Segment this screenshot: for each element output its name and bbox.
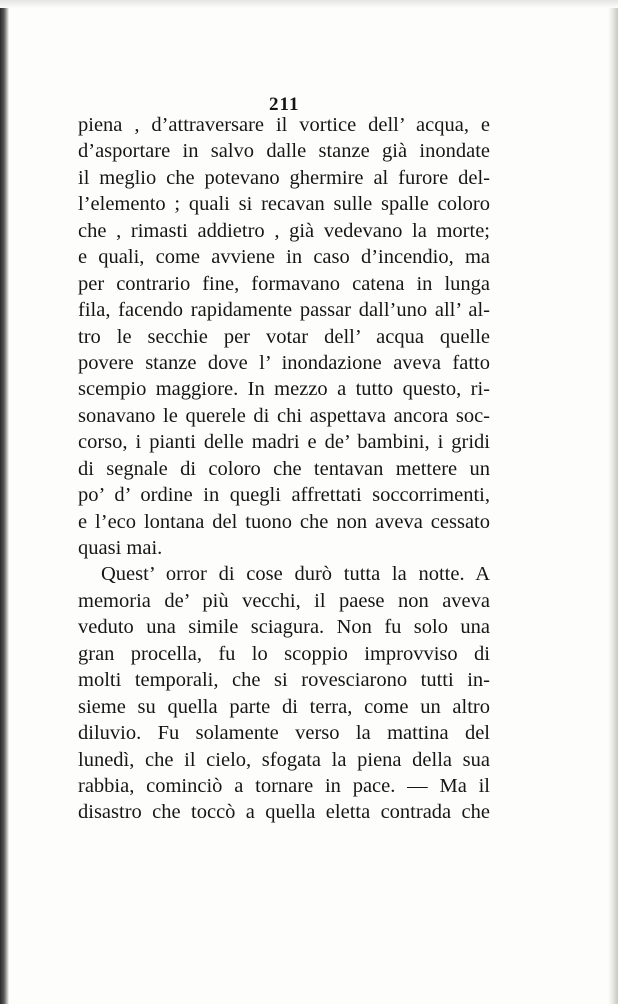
page-binding-edge — [0, 0, 9, 1004]
page-right-edge — [608, 0, 618, 1004]
text-line: corso, i pianti delle madri e de’ bambini, i gridi — [78, 431, 490, 454]
text-line: sieme su quella parte di terra, come un altro — [78, 695, 490, 718]
text-line: per contrario fine, formavano catena in lunga — [78, 272, 490, 295]
text-line: Quest’ orror di cose durò tutta la notte. A — [101, 563, 490, 586]
text-line: quasi mai. — [78, 537, 163, 559]
body-text — [78, 112, 490, 826]
text-line: fila, facendo rapidamente passar dall’uno all’ al- — [78, 299, 490, 322]
text-line: piena , d’attraversare il vortice dell’ acqua, e — [78, 114, 490, 136]
text-line: scempio maggiore. In mezzo a tutto questo, ri- — [78, 378, 490, 401]
page-number: 211 — [269, 94, 300, 115]
text-line: che , rimasti addietro , già vedevano la morte; — [78, 219, 490, 242]
text-line: disastro che toccò a quella eletta contrada che — [78, 801, 490, 824]
text-line: lunedì, che il cielo, sfogata la piena della sua — [78, 748, 490, 771]
text-line: e quali, come avviene in caso d’incendio, ma — [78, 246, 490, 269]
text-line: memoria de’ più vecchi, il paese non aveva — [78, 589, 490, 612]
text-line: diluvio. Fu solamente verso la mattina del — [78, 722, 490, 745]
text-line: veduto una simile sciagura. Non fu solo una — [78, 616, 490, 639]
page-top-edge — [0, 0, 618, 8]
text-line: sonavano le querele di chi aspettava ancora soc- — [78, 404, 490, 427]
text-line: di segnale di coloro che tentavan mettere un — [78, 457, 490, 480]
text-line: rabbia, cominciò a tornare in pace. — Ma il — [78, 774, 490, 797]
text-line: d’asportare in salvo dalle stanze già inondate — [78, 140, 490, 163]
text-line: molti temporali, che si rovesciarono tutti in- — [78, 669, 490, 692]
text-line: il meglio che potevano ghermire al furore del- — [78, 166, 490, 189]
text-line: l’elemento ; quali si recavan sulle spalle coloro — [78, 193, 490, 216]
text-line: gran procella, fu lo scoppio improvviso di — [78, 642, 490, 665]
text-line: tro le secchie per votar dell’ acqua quelle — [78, 325, 490, 348]
text-line: e l’eco lontana del tuono che non aveva cessato — [78, 510, 490, 533]
text-line: povere stanze dove l’ inondazione aveva fatto — [78, 351, 490, 374]
text-line: po’ d’ ordine in quegli affrettati soccorrimenti, — [78, 484, 490, 507]
